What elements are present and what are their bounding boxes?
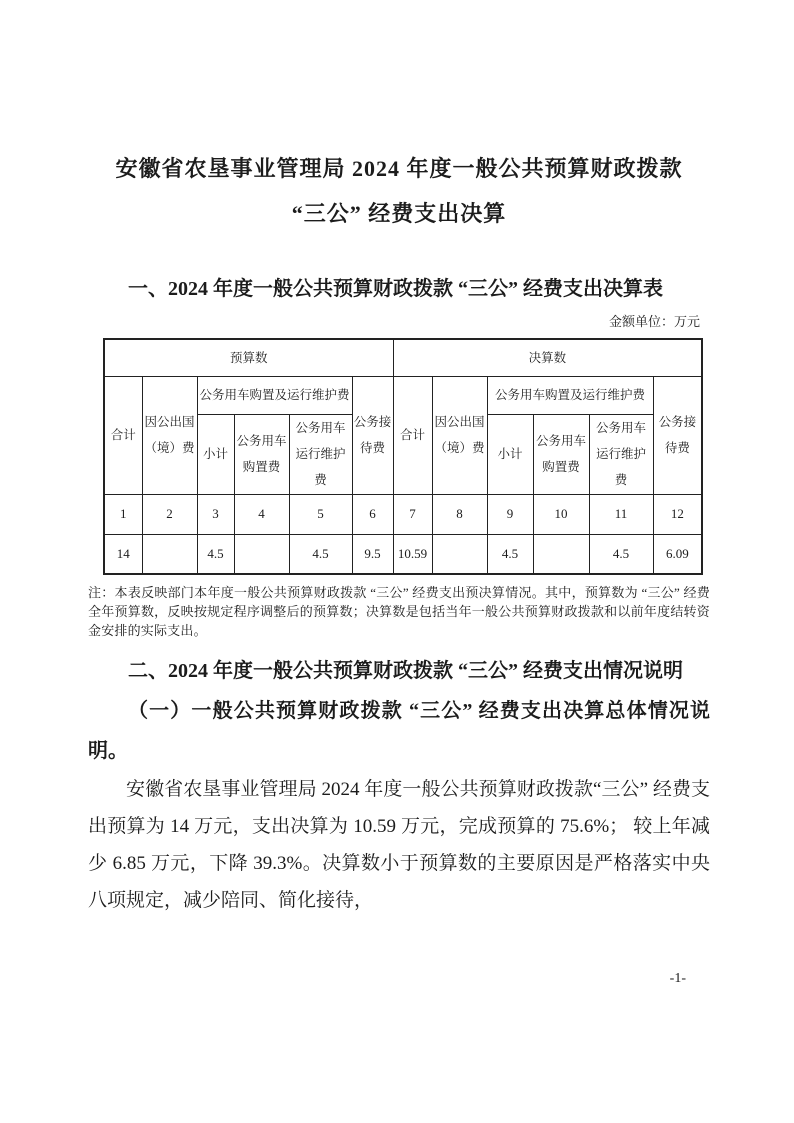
- index-cell-1: 1: [104, 494, 142, 534]
- header-final-vehicle-group: 公务用车购置及运行维护费: [487, 376, 653, 414]
- header-final-reception: 公务接待费: [653, 376, 702, 494]
- data-cell-purchase-final: [533, 534, 589, 574]
- data-cell-subtotal-final: 4.5: [487, 534, 533, 574]
- data-cell-total-budget: 14: [104, 534, 142, 574]
- group-header-budget: 预算数: [104, 339, 393, 376]
- header-final-subtotal: 小计: [487, 414, 533, 494]
- index-cell-10: 10: [533, 494, 589, 534]
- index-cell-8: 8: [432, 494, 487, 534]
- data-cell-subtotal-budget: 4.5: [197, 534, 234, 574]
- data-cell-total-final: 10.59: [393, 534, 432, 574]
- header-final-total: 合计: [393, 376, 432, 494]
- data-cell-abroad-final: [432, 534, 487, 574]
- data-cell-abroad-budget: [142, 534, 197, 574]
- header-final-abroad: 因公出国（境）费: [432, 376, 487, 494]
- index-cell-5: 5: [289, 494, 352, 534]
- budget-table: [103, 338, 703, 575]
- header-budget-reception: 公务接待费: [352, 376, 393, 494]
- section-one-heading: 一、2024 年度一般公共预算财政拨款 “三公” 经费支出决算表: [128, 278, 663, 300]
- index-cell-7: 7: [393, 494, 432, 534]
- index-cell-9: 9: [487, 494, 533, 534]
- header-budget-purchase: 公务用车购置费: [234, 414, 289, 494]
- data-cell-reception-final: 6.09: [653, 534, 702, 574]
- unit-label: 金额单位：万元: [608, 314, 700, 329]
- data-cell-maintenance-final: 4.5: [589, 534, 653, 574]
- table-note: 注：本表反映部门本年度一般公共预算财政拨款 “三公” 经费支出预决算情况。其中，预算数为 “三公” 经费全年预算数，反映按规定程序调整后的预算数；决算数是包括当年一般公共预算财政拨款和以前年度结转资金安排的实际支出。: [88, 585, 710, 638]
- section-two-sub-heading: （一）一般公共预算财政拨款 “三公” 经费支出决算总体情况说明。: [88, 700, 710, 762]
- header-final-purchase: 公务用车购置费: [533, 414, 589, 494]
- header-budget-total: 合计: [104, 376, 142, 494]
- index-cell-4: 4: [234, 494, 289, 534]
- data-cell-maintenance-budget: 4.5: [289, 534, 352, 574]
- header-final-maintenance: 公务用车运行维护费: [589, 414, 653, 494]
- page-title-line2: “三公” 经费支出决算: [291, 201, 507, 226]
- index-cell-3: 3: [197, 494, 234, 534]
- index-cell-11: 11: [589, 494, 653, 534]
- header-budget-subtotal: 小计: [197, 414, 234, 494]
- index-cell-6: 6: [352, 494, 393, 534]
- data-cell-purchase-budget: [234, 534, 289, 574]
- data-cell-reception-budget: 9.5: [352, 534, 393, 574]
- index-cell-2: 2: [142, 494, 197, 534]
- index-cell-12: 12: [653, 494, 702, 534]
- group-header-final: 决算数: [393, 339, 702, 376]
- header-budget-maintenance: 公务用车运行维护费: [289, 414, 352, 494]
- header-budget-abroad: 因公出国（境）费: [142, 376, 197, 494]
- page-title-line1: 安徽省农垦事业管理局 2024 年度一般公共预算财政拨款: [115, 156, 683, 181]
- page-number: -1-: [669, 971, 686, 986]
- section-two-heading: 二、2024 年度一般公共预算财政拨款 “三公” 经费支出情况说明: [128, 660, 683, 682]
- header-budget-vehicle-group: 公务用车购置及运行维护费: [197, 376, 352, 414]
- section-two-paragraph: 安徽省农垦事业管理局 2024 年度一般公共预算财政拨款“三公” 经费支出预算为 14 万元，支出决算为 10.59 万元，完成预算的 75.6%； 较上年减少 6.85 万元，下降 39.3%。决算数小于预算数的主要原因是严格落实中央八项规定，减少陪同、简化接待，: [88, 779, 710, 911]
- page-title: [88, 146, 710, 236]
